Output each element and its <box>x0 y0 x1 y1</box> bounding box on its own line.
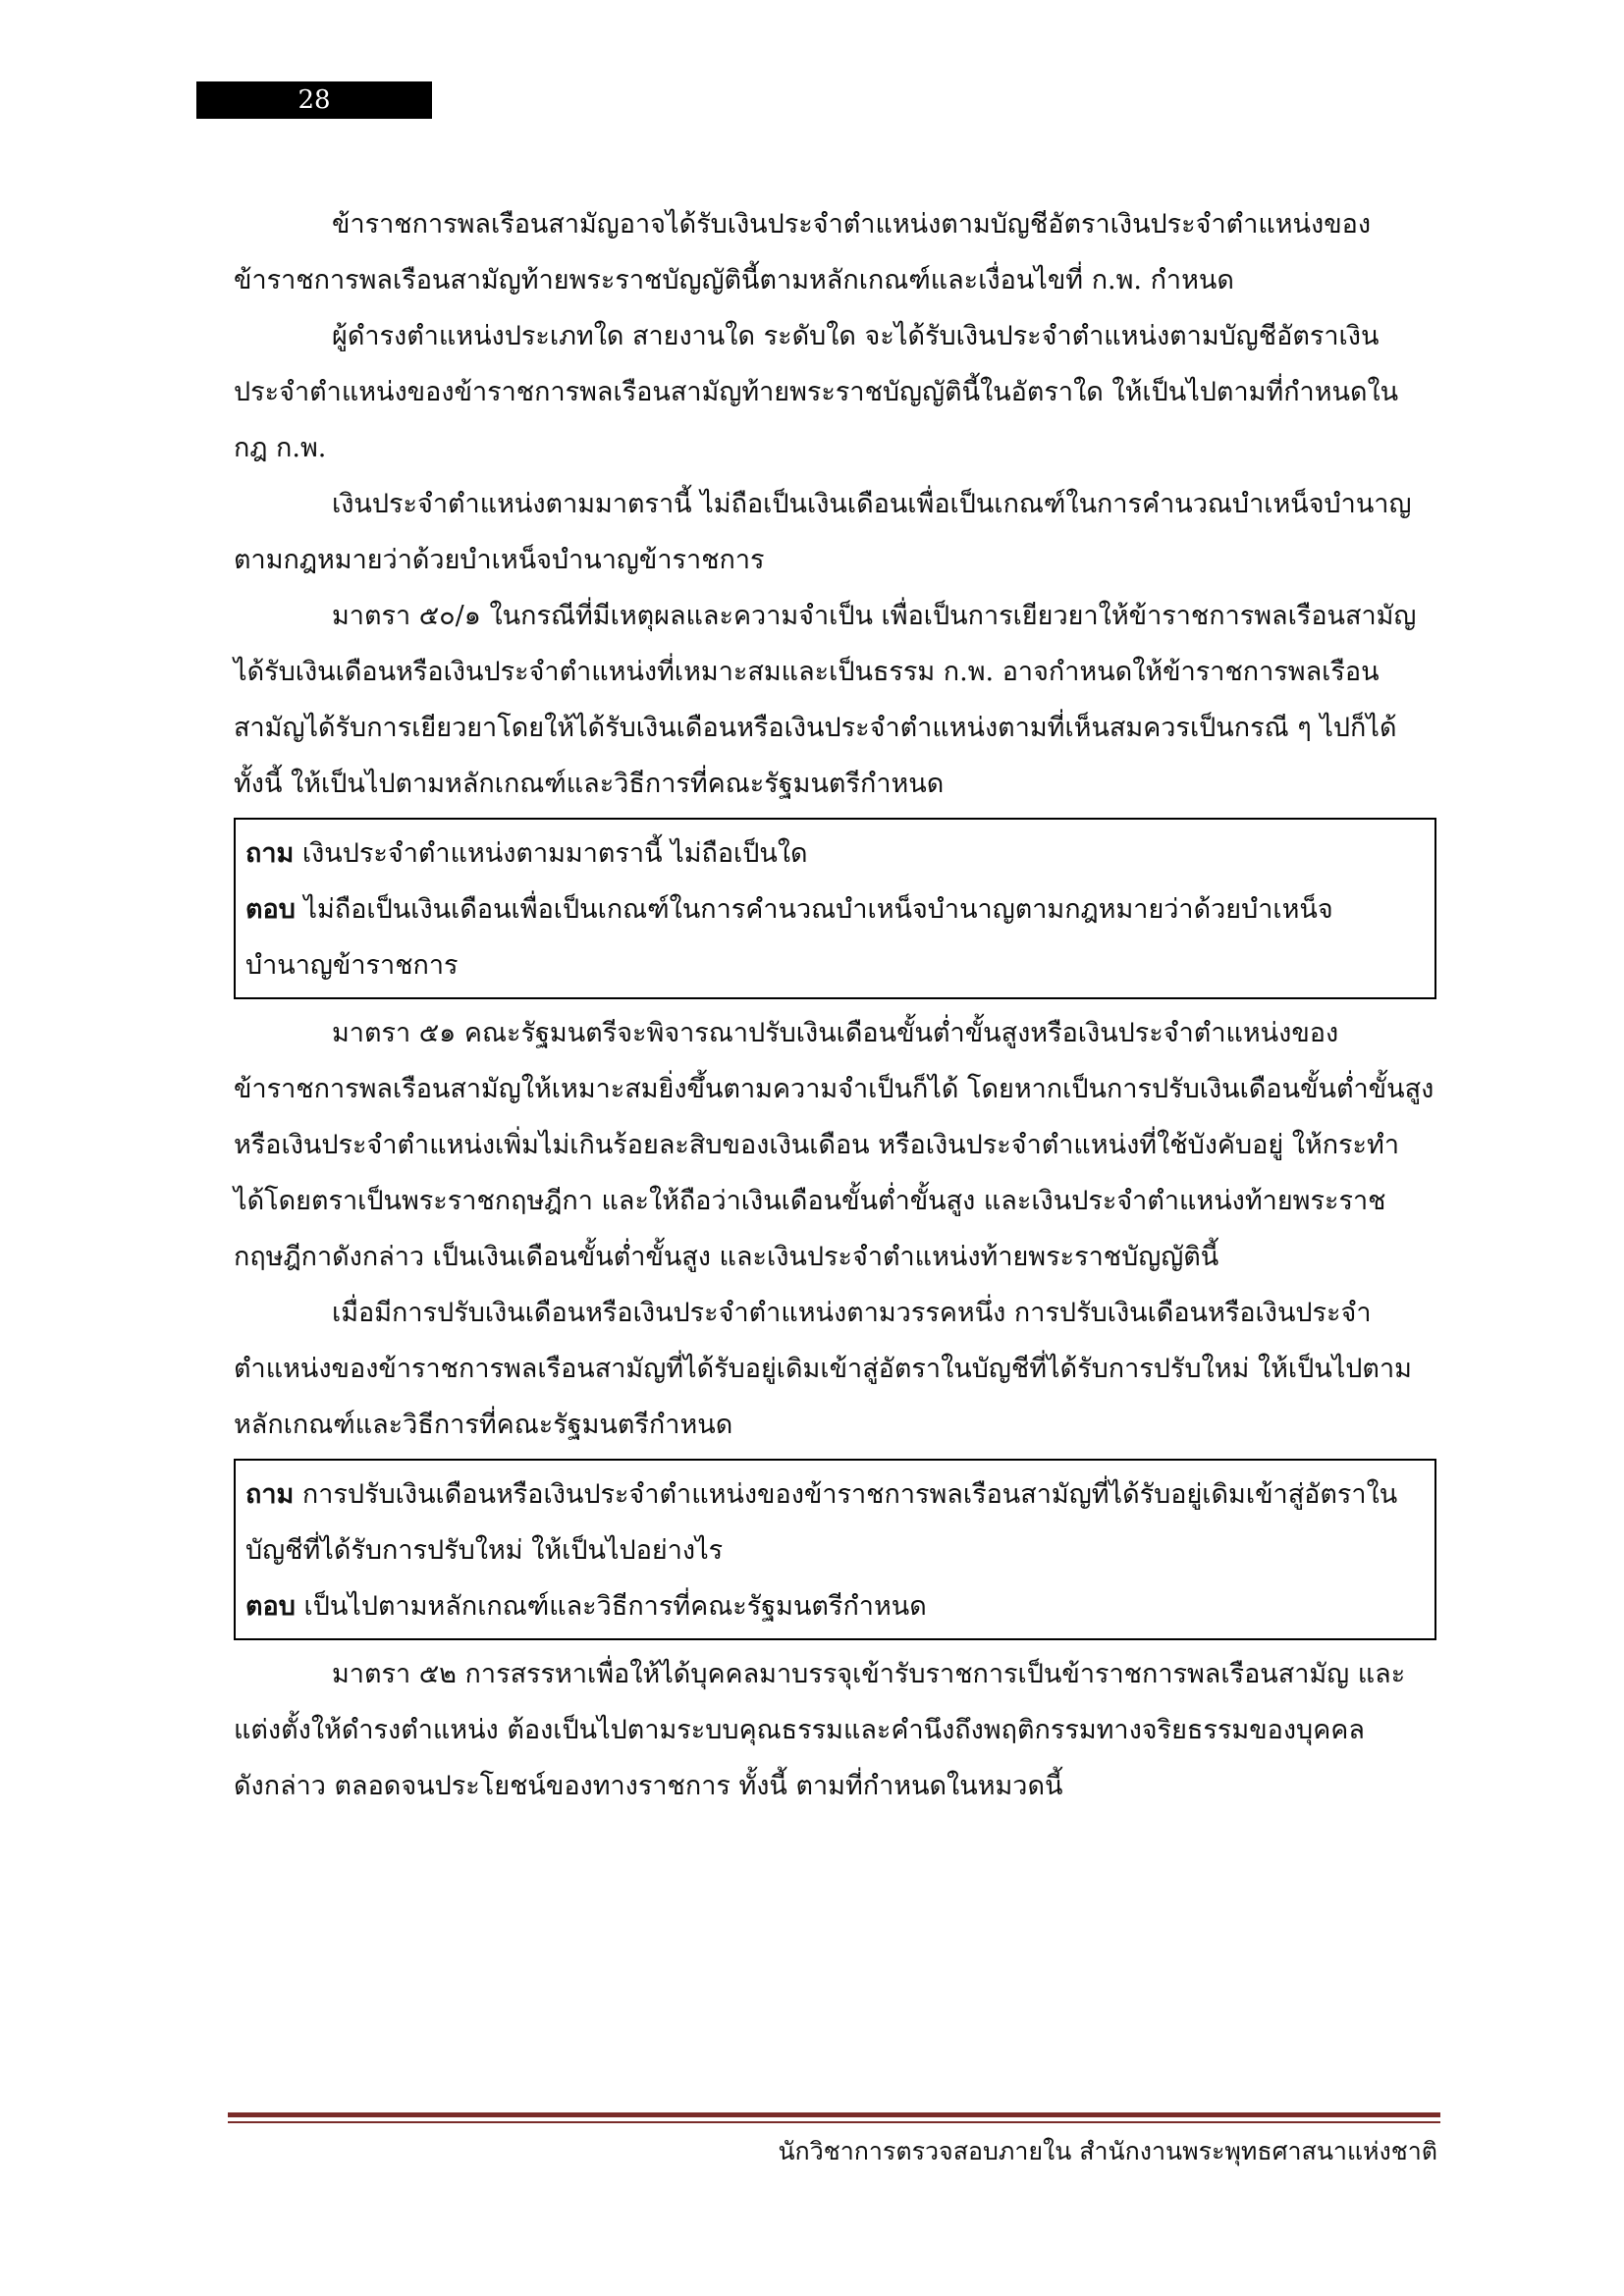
paragraph-line: มาตรา ๕๒ การสรรหาเพื่อให้ได้บุคคลมาบรรจุเข้ารับราชการเป็นข้าราชการพลเรือนสามัญ และ <box>332 1659 1406 1689</box>
paragraph-line: ได้รับเงินเดือนหรือเงินประจำตำแหน่งที่เหมาะสมและเป็นธรรม ก.พ. อาจกำหนดให้ข้าราชการพลเรือน <box>234 657 1380 687</box>
paragraph-line: สามัญได้รับการเยียวยาโดยให้ได้รับเงินเดือนหรือเงินประจำตำแหน่งตามที่เห็นสมควรเป็นกรณี ๆ ไปก็ได้ <box>234 713 1397 743</box>
paragraph <box>234 476 1436 588</box>
paragraph-line: มาตรา ๕๐/๑ ในกรณีที่มีเหตุผลและความจำเป็น เพื่อเป็นการเยียวยาให้ข้าราชการพลเรือนสามัญ <box>332 601 1417 631</box>
answer-label: ตอบ <box>245 1591 296 1622</box>
answer-label: ตอบ <box>245 894 296 925</box>
page-number: 28 <box>196 81 432 119</box>
qa-box-1 <box>234 818 1436 999</box>
answer-text: ไม่ถือเป็นเงินเดือนเพื่อเป็นเกณฑ์ในการคำนวณบำเหน็จบำนาญตามกฎหมายว่าด้วยบำเหน็จ <box>295 894 1333 925</box>
paragraph-line: ข้าราชการพลเรือนสามัญอาจได้รับเงินประจำตำแหน่งตามบัญชีอัตราเงินประจำตำแหน่งของ <box>332 209 1372 240</box>
footer-text: นักวิชาการตรวจสอบภายใน สำนักงานพระพุทธศาสนาแห่งชาติ <box>778 2137 1437 2165</box>
paragraph-line: ทั้งนี้ ให้เป็นไปตามหลักเกณฑ์และวิธีการที่คณะรัฐมนตรีกำหนด <box>234 769 945 799</box>
answer-text: บำนาญข้าราชการ <box>245 950 459 981</box>
question-text: การปรับเงินเดือนหรือเงินประจำตำแหน่งของข้าราชการพลเรือนสามัญที่ได้รับอยู่เดิมเข้าสู่อัตราใน <box>294 1479 1398 1510</box>
qa-box-2 <box>234 1459 1436 1640</box>
section-c <box>234 1646 1436 1814</box>
question-text: เงินประจำตำแหน่งตามมาตรานี้ ไม่ถือเป็นใด <box>294 838 808 869</box>
footer-rule-thin <box>228 2121 1440 2123</box>
question-line <box>245 1522 1425 1578</box>
paragraph-line: มาตรา ๕๑ คณะรัฐมนตรีจะพิจารณาปรับเงินเดือนขั้นต่ำขั้นสูงหรือเงินประจำตำแหน่งของ <box>332 1018 1339 1048</box>
question-line <box>245 826 1425 881</box>
question-line <box>245 1467 1425 1522</box>
paragraph <box>234 1646 1436 1814</box>
paragraph-line: ผู้ดำรงตำแหน่งประเภทใด สายงานใด ระดับใด จะได้รับเงินประจำตำแหน่งตามบัญชีอัตราเงิน <box>332 321 1380 351</box>
question-text: บัญชีที่ได้รับการปรับใหม่ ให้เป็นไปอย่างไร <box>245 1535 724 1566</box>
paragraph-line: หรือเงินประจำตำแหน่งเพิ่มไม่เกินร้อยละสิบของเงินเดือน หรือเงินประจำตำแหน่งที่ใช้บังคับอยู่ ให้กระทำ <box>234 1130 1400 1160</box>
answer-line <box>245 1578 1425 1634</box>
paragraph-line: แต่งตั้งให้ดำรงตำแหน่ง ต้องเป็นไปตามระบบคุณธรรมและคำนึงถึงพฤติกรรมทางจริยธรรมของบุคคล <box>234 1715 1365 1745</box>
answer-text: เป็นไปตามหลักเกณฑ์และวิธีการที่คณะรัฐมนตรีกำหนด <box>295 1591 927 1622</box>
answer-line <box>245 937 1425 993</box>
paragraph <box>234 1005 1436 1285</box>
section-b <box>234 1005 1436 1453</box>
footer-rule <box>228 2112 1440 2117</box>
paragraph-line: เงินประจำตำแหน่งตามมาตรานี้ ไม่ถือเป็นเงินเดือนเพื่อเป็นเกณฑ์ในการคำนวณบำเหน็จบำนาญ <box>332 489 1412 519</box>
paragraph-line: เมื่อมีการปรับเงินเดือนหรือเงินประจำตำแหน่งตามวรรคหนึ่ง การปรับเงินเดือนหรือเงินประจำ <box>332 1298 1372 1328</box>
paragraph-line: ข้าราชการพลเรือนสามัญให้เหมาะสมยิ่งขึ้นตามความจำเป็นก็ได้ โดยหากเป็นการปรับเงินเดือนขั้นต่ำขั้นสูง <box>234 1074 1435 1104</box>
paragraph-line: ได้โดยตราเป็นพระราชกฤษฎีกา และให้ถือว่าเงินเดือนขั้นต่ำขั้นสูง และเงินประจำตำแหน่งท้ายพระราช <box>234 1186 1386 1216</box>
paragraph-line: ตำแหน่งของข้าราชการพลเรือนสามัญที่ได้รับอยู่เดิมเข้าสู่อัตราในบัญชีที่ได้รับการปรับใหม่ ให้เป็นไปตาม <box>234 1354 1412 1384</box>
document-body <box>234 196 1436 1814</box>
paragraph-line: ประจำตำแหน่งของข้าราชการพลเรือนสามัญท้ายพระราชบัญญัตินี้ในอัตราใด ให้เป็นไปตามที่กำหนดใน <box>234 377 1399 407</box>
paragraph-line: ดังกล่าว ตลอดจนประโยชน์ของทางราชการ ทั้งนี้ ตามที่กำหนดในหมวดนี้ <box>234 1771 1063 1801</box>
paragraph <box>234 196 1436 308</box>
paragraph-line: ตามกฎหมายว่าด้วยบำเหน็จบำนาญข้าราชการ <box>234 545 765 575</box>
paragraph-line: ข้าราชการพลเรือนสามัญท้ายพระราชบัญญัตินี้ตามหลักเกณฑ์และเงื่อนไขที่ ก.พ. กำหนด <box>234 265 1234 295</box>
paragraph <box>234 1285 1436 1453</box>
paragraph <box>234 588 1436 812</box>
question-label: ถาม <box>245 1479 295 1510</box>
paragraph-line: หลักเกณฑ์และวิธีการที่คณะรัฐมนตรีกำหนด <box>234 1410 733 1440</box>
answer-line <box>245 881 1425 937</box>
question-label: ถาม <box>245 838 295 869</box>
paragraph-line: กฤษฎีกาดังกล่าว เป็นเงินเดือนขั้นต่ำขั้นสูง และเงินประจำตำแหน่งท้ายพระราชบัญญัตินี้ <box>234 1242 1219 1272</box>
paragraph-line: กฎ ก.พ. <box>234 433 327 463</box>
paragraph <box>234 308 1436 476</box>
section-a <box>234 196 1436 812</box>
